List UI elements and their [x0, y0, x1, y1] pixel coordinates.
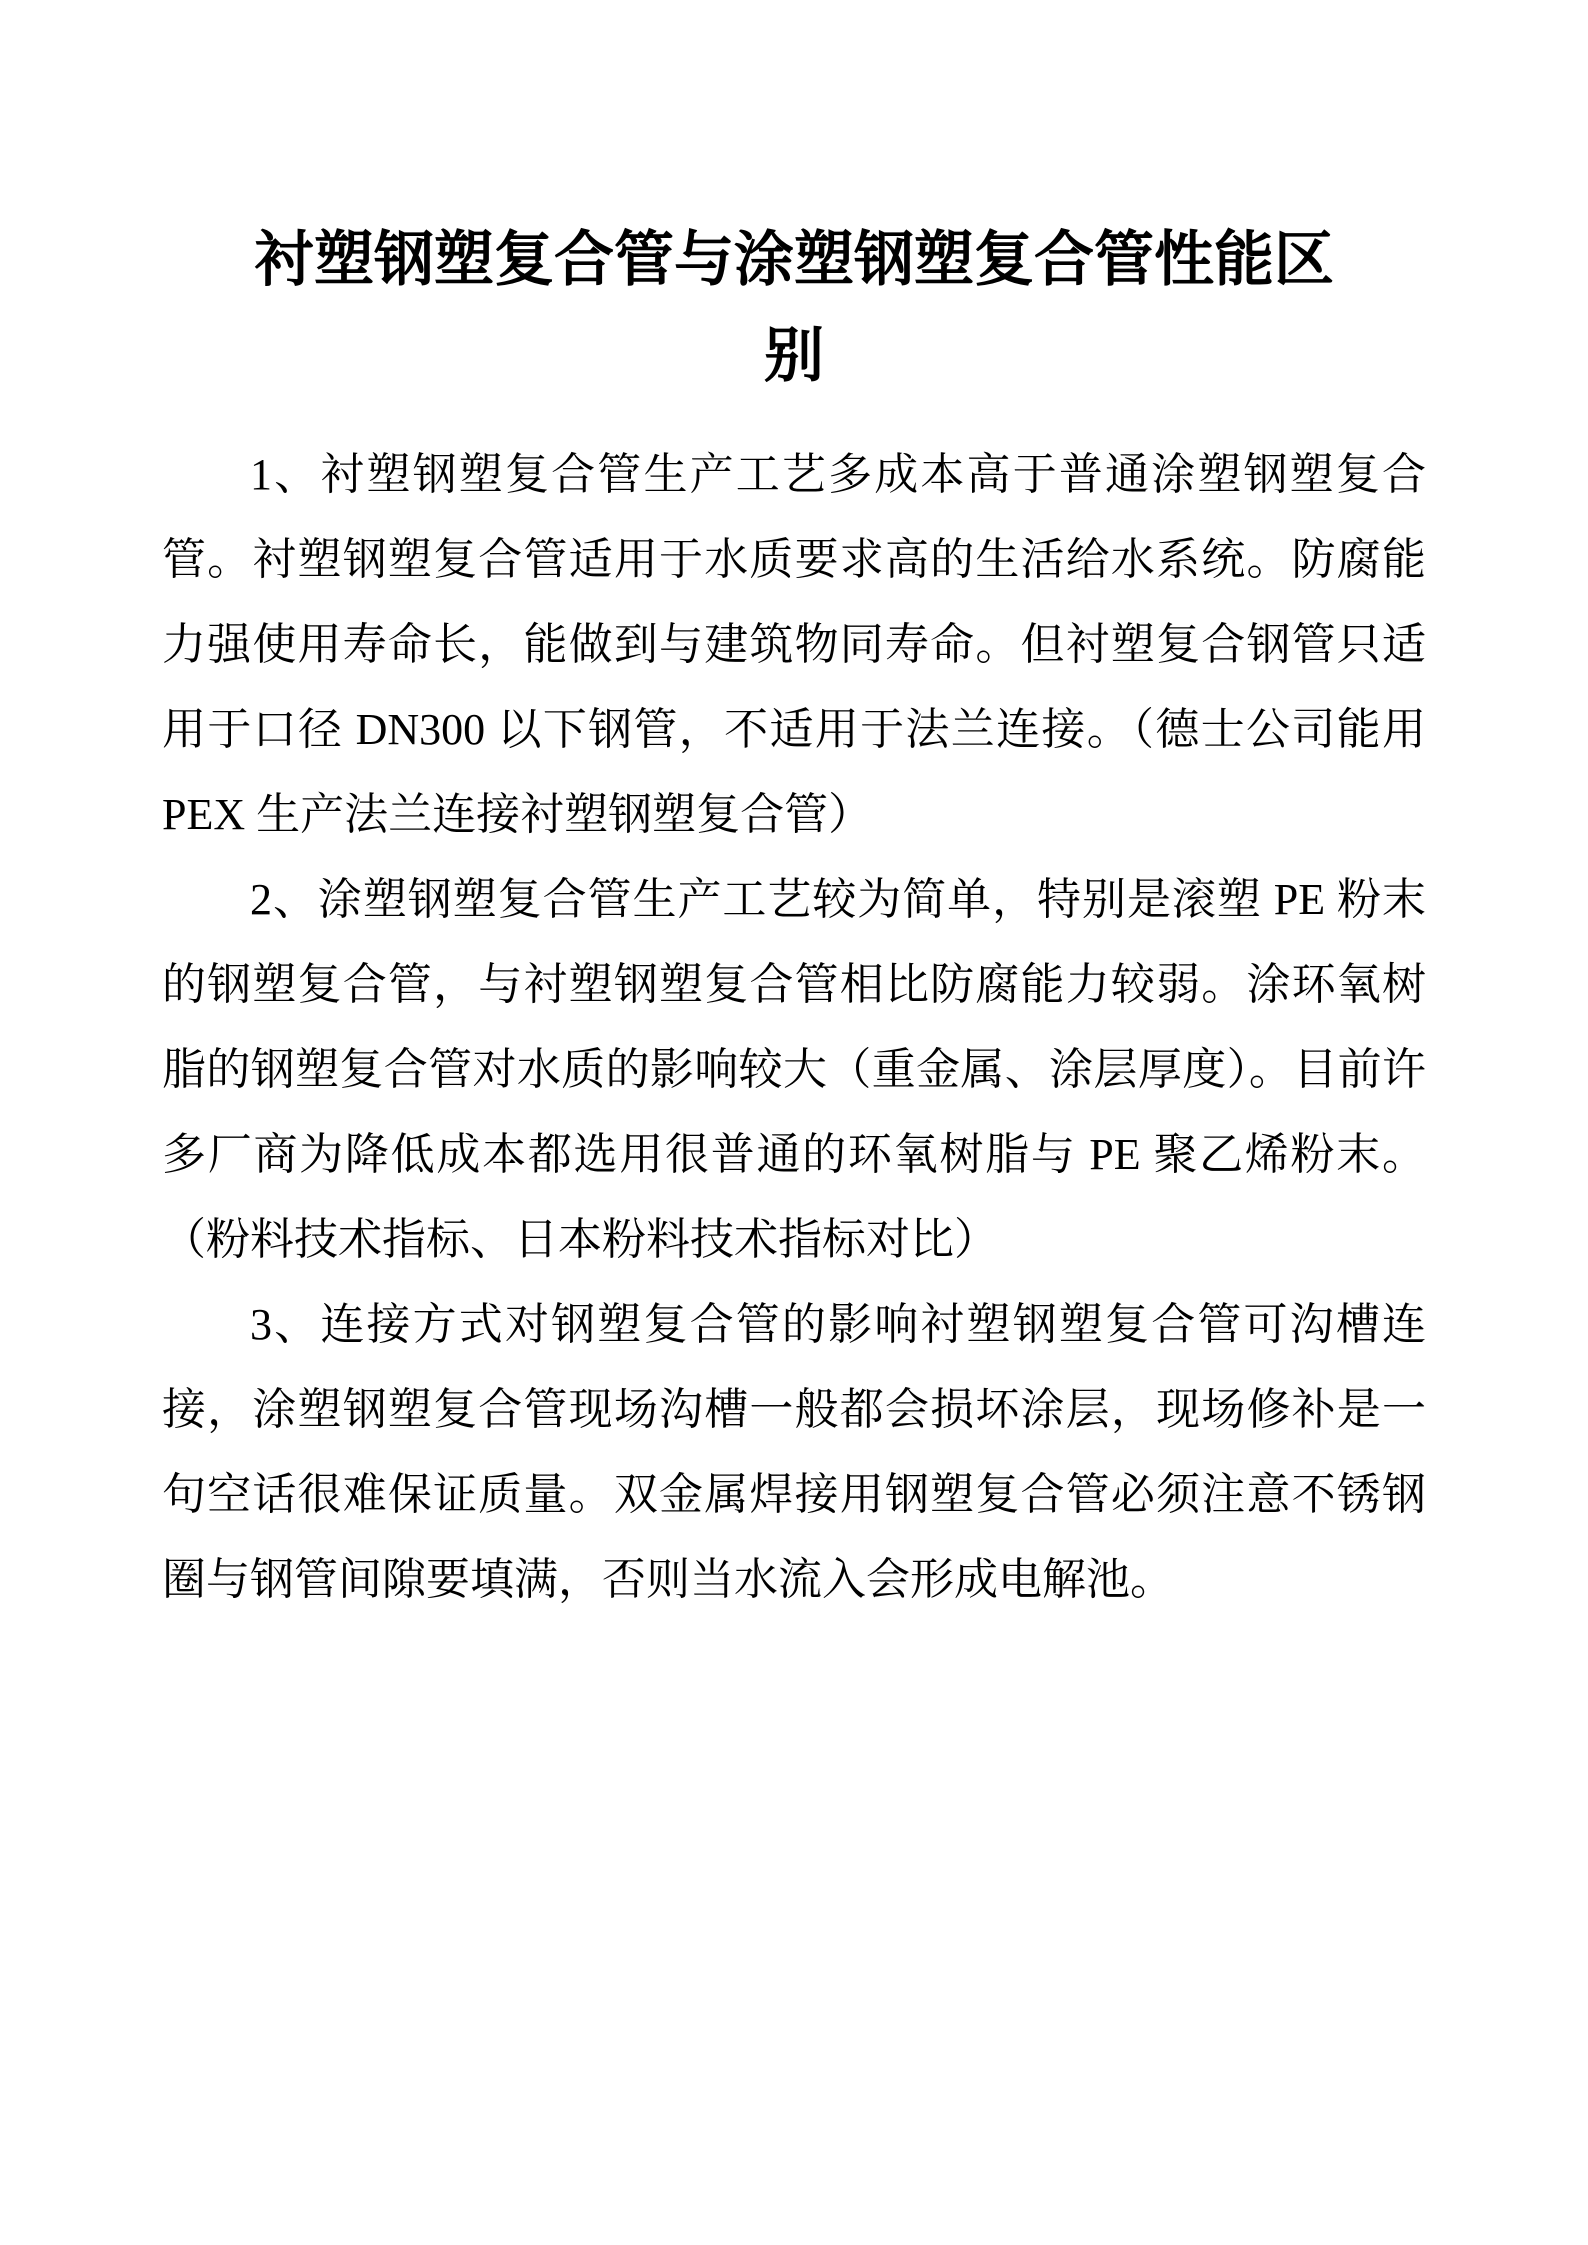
paragraph-2: 2、涂塑钢塑复合管生产工艺较为简单，特别是滚塑 PE 粉末的钢塑复合管，与衬塑钢塑复合管相比防腐能力较弱。涂环氧树脂的钢塑复合管对水质的影响较大（重金属、涂层厚度）。目前许多厂商为降低成本都选用很普通的环氧树脂与 PE 聚乙烯粉末。（粉料技术指标、日本粉料技术指标对比） — [162, 875, 1426, 1264]
document-body — [162, 432, 1426, 1622]
page-title: 衬塑钢塑复合管与涂塑钢塑复合管性能区别 — [254, 227, 1334, 389]
paragraph-1: 1、衬塑钢塑复合管生产工艺多成本高于普通涂塑钢塑复合管。衬塑钢塑复合管适用于水质要求高的生活给水系统。防腐能力强使用寿命长，能做到与建筑物同寿命。但衬塑复合钢管只适用于口径 DN300 以下钢管，不适用于法兰连接。（德士公司能用 PEX 生产法兰连接衬塑钢塑复合管） — [162, 450, 1426, 839]
paragraph-3: 3、连接方式对钢塑复合管的影响衬塑钢塑复合管可沟槽连接，涂塑钢塑复合管现场沟槽一般都会损坏涂层，现场修补是一句空话很难保证质量。双金属焊接用钢塑复合管必须注意不锈钢圈与钢管间隙要填满，否则当水流入会形成电解池。 — [162, 1300, 1426, 1604]
